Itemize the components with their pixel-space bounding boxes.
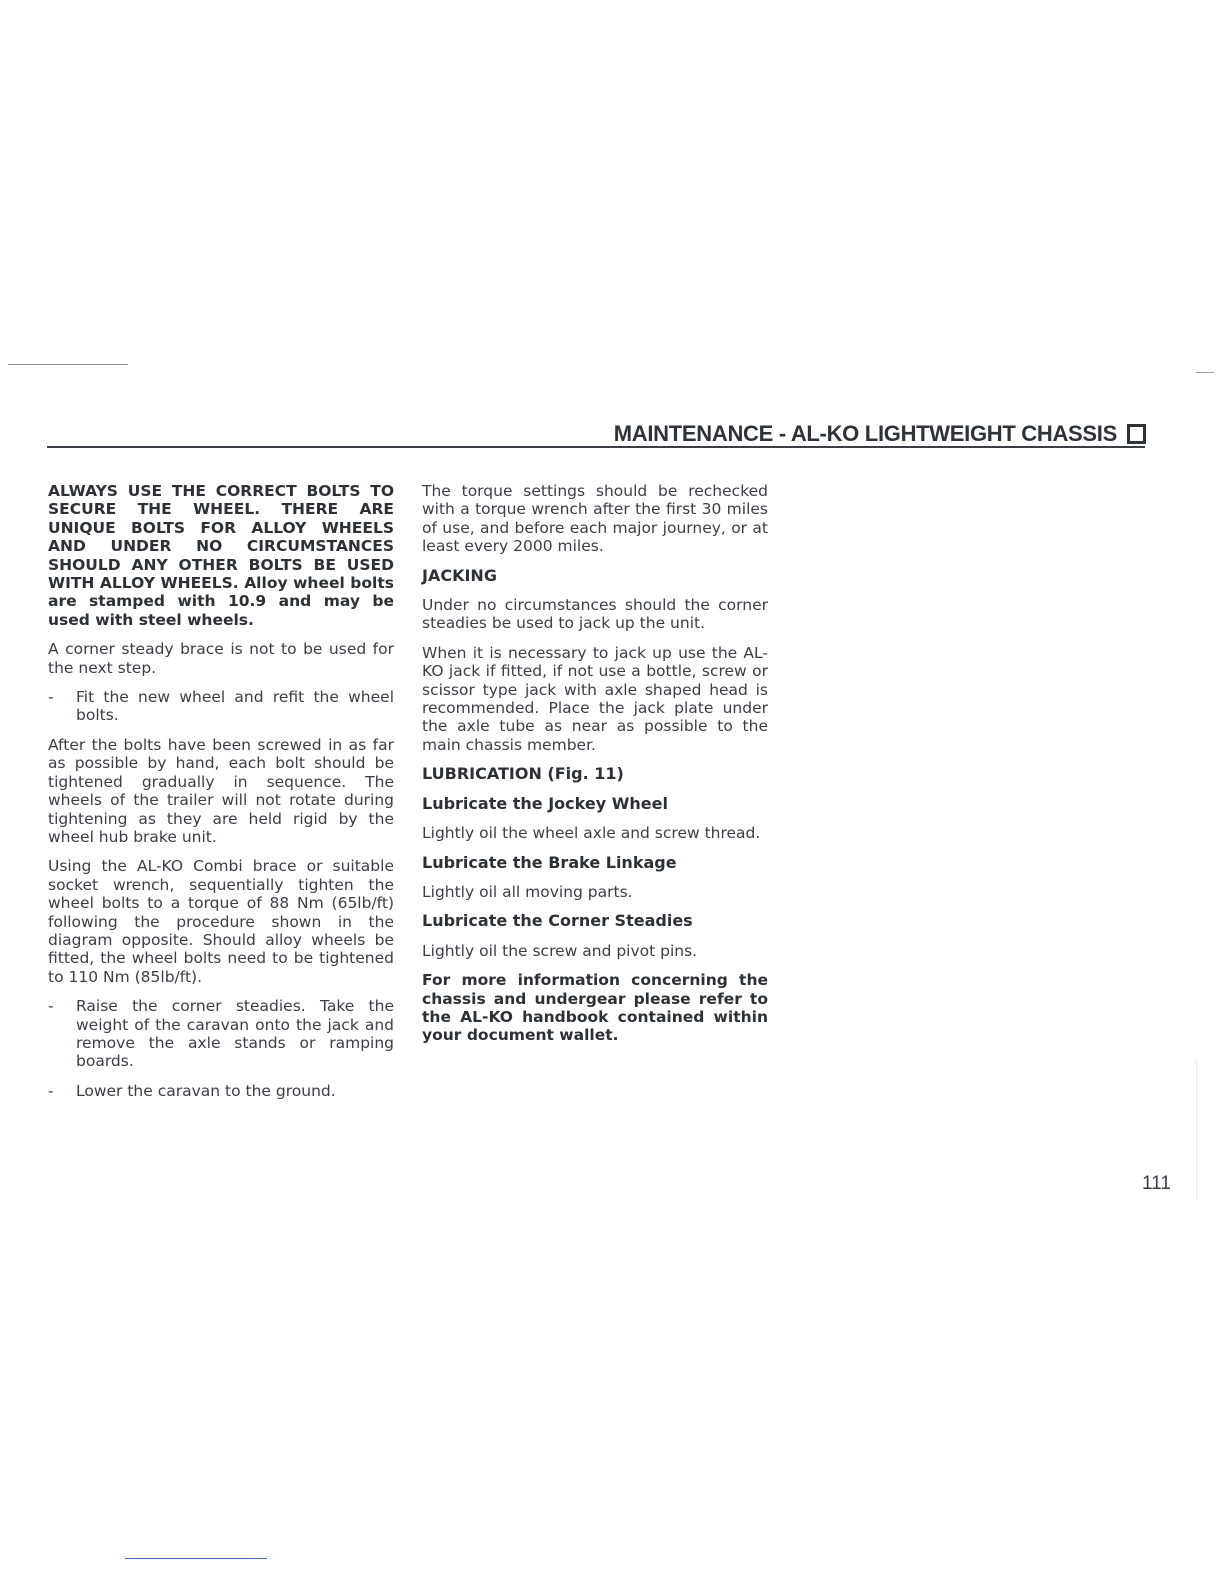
bolts-warning: ALWAYS USE THE CORRECT BOLTS TO SECURE THE WHEEL. THERE ARE UNIQUE BOLTS FOR ALLOY WHEELS AND UNDER NO CIRCUMSTANCES SHOULD ANY OTHER BOLTS BE USED WITH ALLOY WHEELS. Alloy wheel bolts are stamped with 10.9 and may be used with steel wheels. bbox=[48, 482, 394, 629]
dash-bullet: - bbox=[48, 688, 54, 707]
list-item bbox=[48, 688, 394, 725]
top-right-rule bbox=[1196, 372, 1214, 373]
brace-note: A corner steady brace is not to be used for the next step. bbox=[48, 640, 394, 677]
brake-linkage-text: Lightly oil all moving parts. bbox=[422, 882, 633, 901]
lubrication-heading: LUBRICATION (Fig. 11) bbox=[422, 764, 624, 784]
jacking-heading: JACKING bbox=[422, 565, 497, 585]
page-header bbox=[470, 421, 1146, 447]
checkbox-square-icon bbox=[1127, 424, 1146, 444]
torque-paragraph: Using the AL-KO Combi brace or suitable socket wrench, sequentially tighten the wheel bolts to a torque of 88 Nm (65lb/ft) following the procedure shown in the diagram opposite. Should alloy wheels be fitted, the wheel bolts need to be tightened to 110 Nm (85lb/ft). bbox=[48, 857, 394, 986]
dash-bullet: - bbox=[48, 1081, 54, 1100]
list-item-text: Fit the new wheel and refit the wheel bolts. bbox=[76, 688, 394, 725]
tightening-paragraph: After the bolts have been screwed in as far as possible by hand, each bolt should be tightened gradually in sequence. The wheels of the trailer will not rotate during tightening as they are held rigid by the wheel hub brake unit. bbox=[48, 735, 394, 846]
page-number: 111 bbox=[1142, 1173, 1171, 1194]
jacking-warning: Under no circumstances should the corner steadies be used to jack up the unit. bbox=[422, 596, 768, 633]
middle-column bbox=[422, 482, 768, 1056]
list-item bbox=[48, 1082, 394, 1100]
section-title: MAINTENANCE - AL-KO LIGHTWEIGHT CHASSIS bbox=[613, 421, 1117, 446]
header-rule bbox=[47, 446, 1145, 448]
more-info-note: For more information concerning the chassis and undergear please refer to the AL-KO handbook contained within your document wallet. bbox=[422, 971, 768, 1045]
page-edge-line bbox=[1196, 1060, 1197, 1200]
list-item-text: Lower the caravan to the ground. bbox=[76, 1081, 336, 1100]
list-item bbox=[48, 997, 394, 1071]
top-left-rule bbox=[8, 364, 128, 365]
dash-bullet: - bbox=[48, 997, 54, 1016]
jockey-wheel-heading: Lubricate the Jockey Wheel bbox=[422, 793, 668, 813]
brake-linkage-heading: Lubricate the Brake Linkage bbox=[422, 852, 677, 872]
torque-recheck-paragraph: The torque settings should be rechecked with a torque wrench after the first 30 miles of use, and before each major journey, or at least every 2000 miles. bbox=[422, 482, 768, 556]
left-column bbox=[48, 482, 394, 1111]
corner-steadies-heading: Lubricate the Corner Steadies bbox=[422, 911, 693, 931]
list-item-text: Raise the corner steadies. Take the weight of the caravan onto the jack and remove the axle stands or ramping boards. bbox=[76, 997, 394, 1071]
bottom-rule bbox=[125, 1558, 267, 1559]
jacking-instructions: When it is necessary to jack up use the AL-KO jack if fitted, if not use a bottle, screw or scissor type jack with axle shaped head is recommended. Place the jack plate under the axle tube as near as possible to the main chassis member. bbox=[422, 643, 768, 754]
jockey-wheel-text: Lightly oil the wheel axle and screw thread. bbox=[422, 824, 761, 843]
corner-steadies-text: Lightly oil the screw and pivot pins. bbox=[422, 941, 698, 960]
